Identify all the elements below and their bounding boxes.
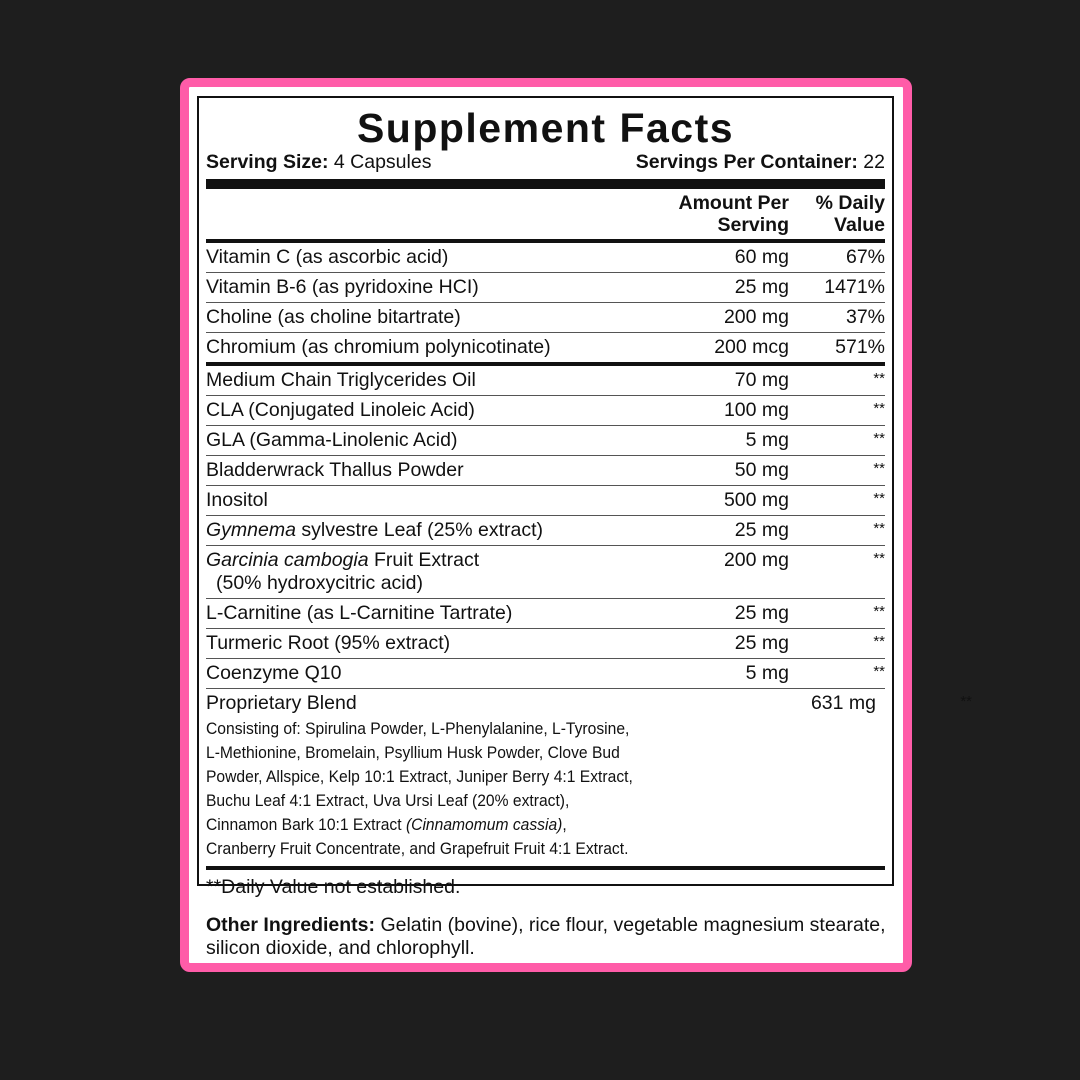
ingredient-row [206, 366, 885, 395]
ingredient-row-daily-value: ** [873, 430, 885, 447]
ingredient-row-amount: 100 mg [723, 399, 789, 421]
blend-description: Consisting of: Spirulina Powder, L-Phenylalanine, L-Tyrosine, L-Methionine, Bromelain, Psyllium Husk Powder, Clove Bud Powder, Allspice, Kelp 10:1 Extract, Juniper Berry 4:1 Extract, Buchu Leaf 4:1 Extract, Uva Ursi Leaf (20% extract), Cinnamon Bark 10:1 Extract (Cinnamomum cassia), Cranberry Fruit Concentrate, and Grapefruit Fruit 4:1 Extract. [206, 719, 633, 858]
blend-amount: 631 mg [810, 692, 876, 714]
nutrient-row-name: Choline (as choline bitartrate) [206, 306, 461, 328]
ingredient-row [206, 426, 885, 455]
nutrient-row [206, 333, 885, 362]
ingredient-list [206, 366, 885, 688]
ingredient-row-amount: 25 mg [734, 602, 789, 624]
serving-info [206, 150, 885, 174]
servings-per-container: Servings Per Container: 22 [635, 151, 885, 173]
nutrient-row-name: Vitamin C (as ascorbic acid) [206, 246, 449, 268]
nutrient-row-daily-value: 67% [845, 246, 885, 268]
serving-size: Serving Size: 4 Capsules [206, 151, 432, 173]
ingredient-row-daily-value: ** [873, 370, 885, 387]
ingredient-row-daily-value: ** [873, 460, 885, 477]
nutrient-row-amount: 25 mg [734, 276, 789, 298]
amount-column-header: Amount Per Serving [678, 192, 789, 236]
nutrient-row-amount: 60 mg [734, 246, 789, 268]
ingredient-row-daily-value: ** [873, 400, 885, 417]
ingredient-row-name: Turmeric Root (95% extract) [206, 632, 451, 654]
nutrient-row-name: Vitamin B-6 (as pyridoxine HCI) [206, 276, 479, 298]
footnote: **Daily Value not established. [206, 876, 461, 898]
nutrient-row [206, 303, 885, 332]
daily-value-column-header: % Daily Value [815, 192, 885, 236]
nutrient-row-name: Chromium (as chromium polynicotinate) [206, 336, 551, 358]
ingredient-row-name: Garcinia cambogia Fruit Extract (50% hydroxycitric acid) [206, 549, 480, 594]
ingredient-row-name: Medium Chain Triglycerides Oil [206, 369, 476, 391]
ingredient-row [206, 516, 885, 545]
ingredient-row-name: CLA (Conjugated Linoleic Acid) [206, 399, 475, 421]
ingredient-row-amount: 25 mg [734, 632, 789, 654]
blend-dv: ** [960, 693, 972, 710]
ingredient-row-daily-value: ** [873, 550, 885, 567]
ingredient-row [206, 546, 885, 598]
ingredient-row [206, 456, 885, 485]
nutrient-row [206, 273, 885, 302]
ingredient-row-daily-value: ** [873, 603, 885, 620]
nutrient-row [206, 243, 885, 272]
ingredient-row [206, 659, 885, 688]
ingredient-row [206, 396, 885, 425]
nutrient-row-daily-value: 1471% [824, 276, 885, 298]
ingredient-row-name: Gymnema sylvestre Leaf (25% extract) [206, 519, 544, 541]
ingredient-row-amount: 5 mg [745, 429, 789, 451]
ingredient-row-name: Bladderwrack Thallus Powder [206, 459, 464, 481]
ingredient-row-daily-value: ** [873, 663, 885, 680]
nutrient-row-daily-value: 571% [835, 336, 885, 358]
ingredient-row-amount: 25 mg [734, 519, 789, 541]
nutrient-row-amount: 200 mcg [714, 336, 789, 358]
ingredient-row-name: Inositol [206, 489, 268, 511]
thick-divider [206, 179, 885, 189]
ingredient-row-daily-value: ** [873, 520, 885, 537]
label-frame [180, 78, 972, 972]
ingredient-row-amount: 500 mg [723, 489, 789, 511]
column-header-row [206, 189, 885, 239]
ingredient-row-daily-value: ** [873, 490, 885, 507]
ingredient-row [206, 629, 885, 658]
ingredient-row-daily-value: ** [873, 633, 885, 650]
ingredient-row-amount: 50 mg [734, 459, 789, 481]
ingredient-row-name: GLA (Gamma-Linolenic Acid) [206, 429, 458, 451]
ingredient-row-amount: 5 mg [745, 662, 789, 684]
other-ingredients: Other Ingredients: Gelatin (bovine), rice flour, vegetable magnesium stearate, silicon dioxide, and chlorophyll. [206, 914, 886, 959]
panel-title: Supplement Facts [356, 105, 735, 151]
ingredient-row-name: Coenzyme Q10 [206, 662, 342, 684]
nutrient-list [206, 243, 885, 362]
nutrient-row-amount: 200 mg [723, 306, 789, 328]
proprietary-blend-row [206, 689, 972, 864]
ingredient-row [206, 599, 885, 628]
ingredient-row [206, 486, 885, 515]
nutrient-row-daily-value: 37% [845, 306, 885, 328]
supplement-facts-panel [197, 96, 972, 898]
ingredient-row-name: L-Carnitine (as L-Carnitine Tartrate) [206, 602, 513, 624]
blend-name: Proprietary Blend [206, 692, 357, 714]
ingredient-row-amount: 70 mg [734, 369, 789, 391]
ingredient-row-amount: 200 mg [723, 549, 789, 571]
